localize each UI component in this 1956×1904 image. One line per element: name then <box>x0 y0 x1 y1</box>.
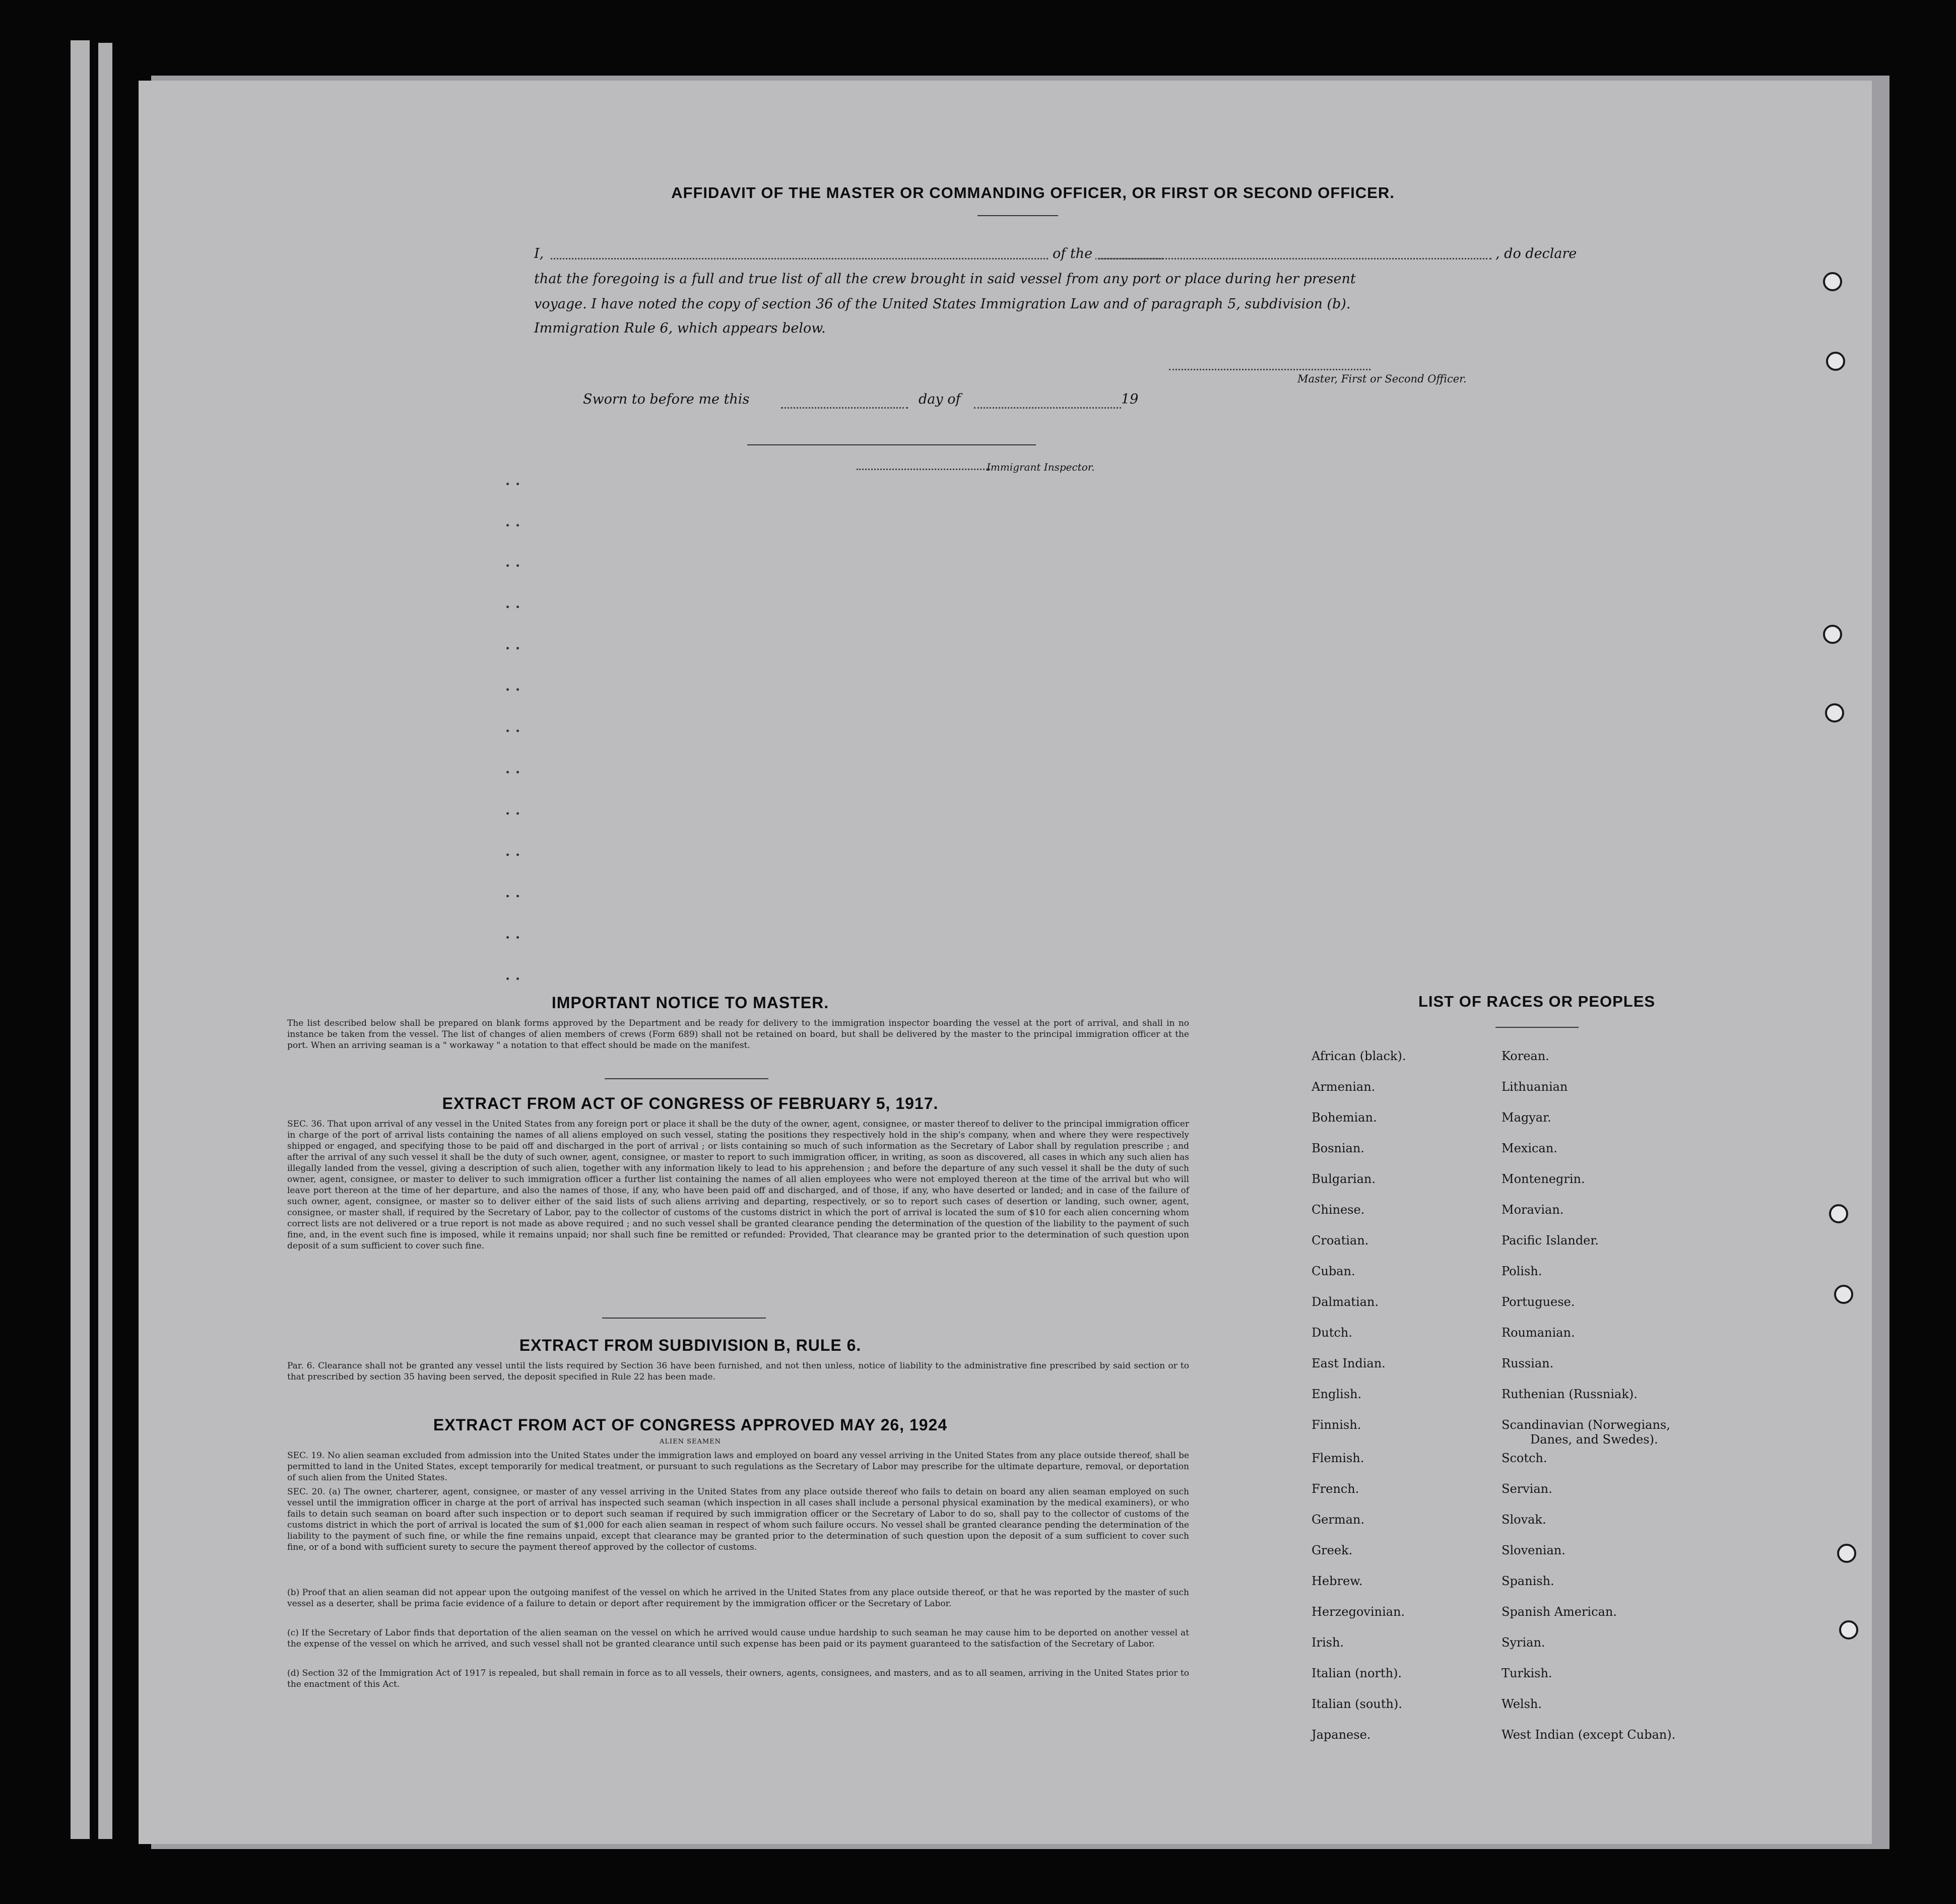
ditto-mark <box>506 606 509 608</box>
extract-1924-sec20a: SEC. 20. (a) The owner, charterer, agent, consignee, or master of any vessel arriving in the United States from any place outside thereof who fails to detain on board any alien seaman employed on such vessel until the immigration officer in charge at the port of arrival has inspected such seaman (which inspection in all cases shall include a personal physical examination by the medical examiners), or who fails to detain such seaman on board after such inspection or to deport such seaman if required by such immigration officer or the Secretary of Labor to do so, shall pay to the collector of customs of the customs district in which the port of arrival is located the sum of $1,000 for each alien seaman in respect of whom such failure occurs. No vessel shall be granted clearance pending the determination of the liability to the payment of such fine, or while the fine remains unpaid, except that clearance may be granted prior to the determination of such question upon the deposit of a sum sufficient to cover such fine, or of a bond with sufficient surety to secure the payment thereof approved by the collector of customs. <box>287 1487 1189 1552</box>
divider <box>602 1318 766 1319</box>
race-item: East Indian. <box>1312 1356 1386 1370</box>
ditto-mark <box>516 524 519 527</box>
inspector-signature-line[interactable] <box>747 444 1036 445</box>
ditto-mark <box>506 853 509 856</box>
signature-label: Master, First or Second Officer. <box>1297 373 1467 385</box>
race-item: Herzegovinian. <box>1312 1605 1405 1619</box>
ditto-mark <box>516 688 519 691</box>
race-item: African (black). <box>1312 1049 1406 1063</box>
race-item: West Indian (except Cuban). <box>1502 1728 1676 1742</box>
extract-1924-sec20b: (b) Proof that an alien seaman did not appear upon the outgoing manifest of the vessel on which he arrived in the United States from any place outside thereof, or that he was reported by the master of such vessel as a deserter, shall be prima facie evidence of a failure to detain or deport after requirement by the immigration officer or the Secretary of Labor. <box>287 1588 1189 1609</box>
race-item: Dalmatian. <box>1312 1295 1379 1309</box>
race-item: Flemish. <box>1312 1451 1364 1465</box>
ditto-mark <box>516 853 519 856</box>
year-prefix: 19 <box>1121 391 1139 407</box>
ditto-mark <box>506 647 509 649</box>
ditto-mark <box>516 812 519 815</box>
extract-1917-title: EXTRACT FROM ACT OF CONGRESS OF FEBRUARY 5, 1917. <box>442 1094 939 1112</box>
race-item: Russian. <box>1502 1356 1554 1370</box>
inspector-label: Immigrant Inspector. <box>987 461 1095 473</box>
ditto-mark <box>516 564 519 567</box>
ditto-mark <box>516 730 519 732</box>
page-edge-left-2 <box>98 43 112 1839</box>
ditto-mark <box>506 895 509 897</box>
race-item: Irish. <box>1312 1635 1344 1650</box>
punch-hole <box>1823 625 1842 644</box>
do-declare: , do declare <box>1495 246 1577 261</box>
race-item: Bohemian. <box>1312 1110 1377 1125</box>
race-item: Lithuanian <box>1502 1080 1568 1094</box>
race-item: Finnish. <box>1312 1418 1361 1432</box>
race-item: Scotch. <box>1502 1451 1547 1465</box>
ditto-mark <box>506 977 509 980</box>
race-item: Croatian. <box>1312 1233 1369 1248</box>
ditto-mark <box>506 564 509 567</box>
sworn-label: Sworn to before me this <box>583 391 750 407</box>
manifest-page <box>139 81 1872 1844</box>
race-item: Bosnian. <box>1312 1141 1364 1155</box>
race-item: Spanish American. <box>1502 1605 1617 1619</box>
punch-hole <box>1839 1620 1858 1639</box>
punch-hole <box>1825 703 1844 723</box>
signature-line[interactable] <box>1169 369 1371 370</box>
race-item: Dutch. <box>1312 1326 1352 1340</box>
notice-body: The list described below shall be prepared on blank forms approved by the Department and be ready for delivery to the immigration inspector boarding the vessel at the port of arrival, and shall in no instance be taken from the vessel. The list of changes of alien members of crews (Form 689) shall not be retained on board, but shall be delivered by the master to the principal immigration officer at the port. When an arriving seaman is a " workaway " a notation to that effect should be made on the manifest. <box>287 1018 1189 1051</box>
extract-rule6-body: Par. 6. Clearance shall not be granted any vessel until the lists required by Section 36 have been furnished, and not then unless, notice of liability to the administrative fine prescribed by said section or to that prescribed by section 35 having been served, the deposit specified in Rule 22 has been made. <box>287 1361 1189 1382</box>
race-item: Syrian. <box>1502 1635 1545 1650</box>
day-blank[interactable] <box>781 407 908 409</box>
race-item: Roumanian. <box>1502 1326 1575 1340</box>
divider <box>605 1078 768 1079</box>
affidavit-title: AFFIDAVIT OF THE MASTER OR COMMANDING OFFICER, OR FIRST OR SECOND OFFICER. <box>671 184 1395 202</box>
races-title: LIST OF RACES OR PEOPLES <box>1418 993 1656 1010</box>
race-item: Scandinavian (Norwegians, <box>1502 1418 1670 1432</box>
race-item: Cuban. <box>1312 1264 1355 1278</box>
notice-title: IMPORTANT NOTICE TO MASTER. <box>551 994 829 1012</box>
extract-1924-sec20d: (d) Section 32 of the Immigration Act of 1917 is repealed, but shall remain in force as to all vessels, their owners, agents, consignees, and masters, and as to all seamen, arriving in the United States prior to the enactment of this Act. <box>287 1668 1189 1689</box>
extract-1917-body: SEC. 36. That upon arrival of any vessel in the United States from any foreign port or place it shall be the duty of the owner, agent, consignee, or master thereof to deliver to the principal immigration officer in charge of the port of arrival lists containing the names of all aliens employed on such vessel, stating the positions they respectively hold in the ship's company, when and where they were respectively shipped or engaged, and specifying those to be paid off and discharged in the port of arrival ; or lists containing so much of such information as the Secretary of Labor shall by regulation prescribe ; and after the arrival of any such vessel it shall be the duty of such owner, agent, consignee, or master to report to such immigration officer, in writing, as soon as discovered, all cases in which any such alien has illegally landed from the vessel, giving a description of such alien, together with any information likely to lead to his apprehension ; and before the departure of any such vessel it shall be the duty of such owner, agent, consignee, or master to deliver to such immigration officer a further list containing the names of all alien employees who were not employed thereon at the time of the arrival but who will leave port thereon at the time of her departure, and also the names of those, if any, who have been paid off and discharged, and of those, if any, who have deserted or landed; and in case of the failure of such owner, agent, consignee, or master so to deliver either of the said lists of such aliens arriving and departing, respectively, or so to report such cases of desertion or landing, such owner, agent, consignee, or master shall, if required by the Secretary of Labor, pay to the collector of customs of the customs district in which the port of arrival is located the sum of $10 for each alien concerning whom correct lists are not delivered or a true report is not made as above required ; and no such vessel shall be granted clearance pending the determination of the question of the liability to the payment of such fine, and, in the event such fine is imposed, while it remains unpaid; nor shall such fine be remitted or refunded: Provided, That clearance may be granted prior to the determination of such question upon deposit of a sum sufficient to cover such fine. <box>287 1119 1189 1251</box>
ditto-mark <box>516 483 519 485</box>
ditto-mark <box>506 812 509 815</box>
race-item: Chinese. <box>1312 1203 1365 1217</box>
day-of-label: day of <box>919 391 961 407</box>
race-item: Magyar. <box>1502 1110 1551 1125</box>
affidavit-line-2: that the foregoing is a full and true list of all the crew brought in said vessel from any port or place during her present <box>534 271 1356 287</box>
race-item: German. <box>1312 1513 1364 1527</box>
race-item: Italian (south). <box>1312 1697 1402 1711</box>
race-item: Moravian. <box>1502 1203 1564 1217</box>
race-item: English. <box>1312 1387 1362 1401</box>
divider <box>1495 1027 1579 1028</box>
race-item: Greek. <box>1312 1543 1353 1557</box>
ditto-mark <box>516 647 519 649</box>
race-item: Pacific Islander. <box>1502 1233 1599 1248</box>
race-item: Hebrew. <box>1312 1574 1363 1588</box>
extract-1924-sec20c: (c) If the Secretary of Labor finds that deportation of the alien seaman on the vessel on which he arrived would cause undue hardship to such seaman he may cause him to be deported on another vessel at the expense of the vessel on which he arrived, and such vessel shall not be granted clearance until such expense has been paid or its payment guaranteed to the satisfaction of the Secretary of Labor. <box>287 1628 1189 1649</box>
divider <box>977 215 1058 216</box>
affidavit-line-3: voyage. I have noted the copy of section 36 of the United States Immigration Law and of paragraph 5, subdivision (b). <box>534 296 1351 312</box>
race-item: Korean. <box>1502 1049 1549 1063</box>
vessel-blank[interactable] <box>1098 258 1491 259</box>
ditto-mark <box>506 730 509 732</box>
page-edge-left <box>71 40 90 1839</box>
extract-rule6-title: EXTRACT FROM SUBDIVISION B, RULE 6. <box>519 1336 862 1354</box>
race-item: Slovak. <box>1502 1513 1546 1527</box>
affidavit-line-4: Immigration Rule 6, which appears below. <box>534 320 826 336</box>
race-item: Ruthenian (Russniak). <box>1502 1387 1638 1401</box>
race-item: Armenian. <box>1312 1080 1376 1094</box>
race-item: Italian (north). <box>1312 1666 1402 1680</box>
punch-hole <box>1823 272 1842 291</box>
race-item: Servian. <box>1502 1482 1552 1496</box>
race-item: Bulgarian. <box>1312 1172 1376 1186</box>
affidavit-i: I, <box>534 246 544 261</box>
race-item: Mexican. <box>1502 1141 1557 1155</box>
ditto-mark <box>516 936 519 939</box>
extract-1924-title: EXTRACT FROM ACT OF CONGRESS APPROVED MAY 26, 1924 <box>433 1416 948 1434</box>
ditto-mark <box>506 771 509 773</box>
race-item: Welsh. <box>1502 1697 1542 1711</box>
ditto-mark <box>516 606 519 608</box>
punch-hole <box>1826 352 1845 371</box>
ditto-mark <box>516 977 519 980</box>
ditto-mark <box>516 771 519 773</box>
race-item: French. <box>1312 1482 1359 1496</box>
ditto-mark <box>506 688 509 691</box>
race-item: Montenegrin. <box>1502 1172 1585 1186</box>
inspector-dots <box>857 469 990 470</box>
race-item: Turkish. <box>1502 1666 1552 1680</box>
extract-1924-sec19: SEC. 19. No alien seaman excluded from admission into the United States under the immigration laws and employed on board any vessel arriving in the United States from any place outside thereof, shall be permitted to land in the United States, except temporarily for medical treatment, or pursuant to such regulations as the Secretary of Labor may prescribe for the ultimate departure, removal, or deportation of such alien from the United States. <box>287 1451 1189 1483</box>
ditto-mark <box>516 895 519 897</box>
race-item: Slovenian. <box>1502 1543 1566 1557</box>
punch-hole <box>1837 1544 1856 1563</box>
of-the-label: of the <box>1050 246 1095 261</box>
month-blank[interactable] <box>974 407 1121 409</box>
ditto-mark <box>506 483 509 485</box>
race-item: Portuguese. <box>1502 1295 1575 1309</box>
race-item: Spanish. <box>1502 1574 1554 1588</box>
race-item: Polish. <box>1502 1264 1542 1278</box>
punch-hole <box>1829 1204 1848 1223</box>
ditto-mark <box>506 936 509 939</box>
race-item: Japanese. <box>1312 1728 1371 1742</box>
punch-hole <box>1834 1285 1853 1304</box>
race-item-continued: Danes, and Swedes). <box>1530 1432 1658 1447</box>
ditto-mark <box>506 524 509 527</box>
extract-1924-subtitle: ALIEN SEAMEN <box>659 1438 722 1446</box>
